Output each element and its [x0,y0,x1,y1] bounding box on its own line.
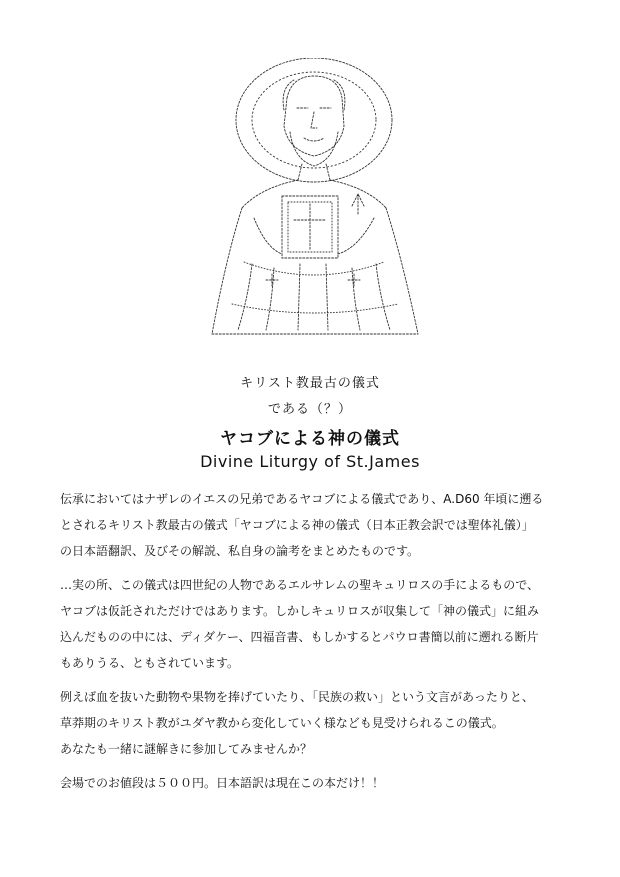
robe-fold-1 [238,264,252,330]
robe-fold-2 [266,268,274,330]
paragraph-line: 伝承においてはナザレのイエスの兄弟であるヤコブによる儀式であり、A.D60 年頃に遡る [60,492,544,506]
arm-left [254,218,282,254]
paragraph-price [60,770,568,796]
robe-fold-6 [376,264,390,330]
body-right [386,208,418,334]
mouth [304,138,324,141]
paragraph-history [60,572,568,676]
subtitle-line-1: キリスト教最古の儀式 [240,376,380,391]
book-cross [294,204,326,250]
paragraph-invitation [60,684,568,762]
shoulders [242,180,386,208]
paragraph-intro [60,486,568,564]
stole-cross-2 [348,274,360,286]
paragraph-line: 込んだものの中には、ディダケー、四福音書、もしかするとパウロ書簡以前に遡れる断片 [60,630,539,644]
stole-band [244,262,384,275]
paragraph-line: の日本語翻訳、及びその解説、私自身の論考をまとめたものです。 [60,544,420,558]
paragraph-line: もありうる、ともされています。 [60,656,240,670]
body-left [212,208,242,334]
saint-icon-ascii-art [182,58,442,348]
robe-fold-5 [352,268,360,330]
paragraph-line: とされるキリスト教最古の儀式「ヤコブによる神の儀式（日本正教会訳では聖体礼儀）」 [60,518,534,532]
paragraph-line: 草莽期のキリスト教がユダヤ教から変化していく様なども見受けられるこの儀式。 [60,716,504,730]
page-title: ヤコブによる神の儀式 [220,429,400,449]
paragraph-line: ヤコブは仮託されただけではあります。しかしキュリロスが収集して「神の儀式」に組み [60,604,540,618]
hand-blessing [352,194,364,214]
robe-fold-3 [298,264,300,330]
halo-inner [252,72,376,168]
halo-arc [236,58,392,182]
robe-fold-4 [326,264,328,330]
stole-cross-1 [266,274,278,286]
stole-band-2 [232,304,398,313]
page-title-english: Divine Liturgy of St.James [200,452,420,471]
nose [311,112,317,128]
price-line: 会場でのお値段は５００円。日本語訳は現在この本だけ！！ [60,776,385,790]
subtitle-line-2: である（？） [267,402,352,417]
beard [290,132,338,166]
arm-right [338,218,374,254]
paragraph-line: 例えば血を抜いた動物や果物を捧げていたり、「民族の救い」という文言があったりと、 [60,690,534,704]
paragraph-line: …実の所、この儀式は四世紀の人物であるエルサレムの聖キュリロスの手によるもので、 [60,578,540,592]
paragraph-line: あなたも一緒に謎解きに参加してみませんか？ [60,742,313,756]
